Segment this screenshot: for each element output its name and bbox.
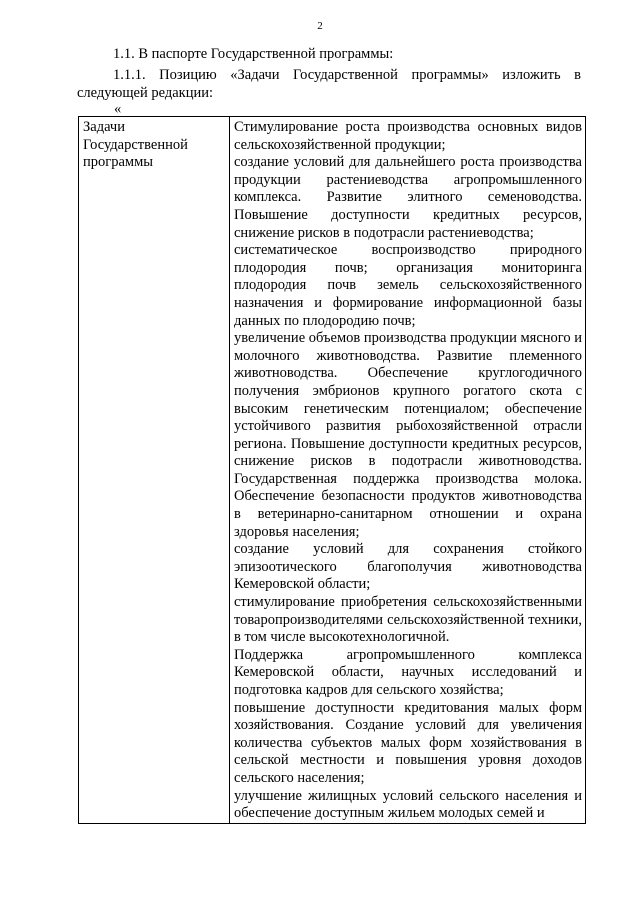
table-row [79,117,586,824]
intro-paragraph-1: 1.1. В паспорте Государственной программы: [113,46,394,62]
task-item: увеличение объемов производства продукции мясного и молочного животноводства. Развитие племенного животноводства. Обеспечение круглогодичного получения эмбрионов крупного рогатого скота с высоким генетическим потенциалом; обеспечение устойчивого развития рыбохозяйственной отрасли региона. Повышение доступности кредитных ресурсов, снижение рисков в подотрасли животноводства. Государственная поддержка производства молока. Обеспечение безопасности продуктов животноводства в ветеринарно-санитарном отношении и охрана здоровья населения; [234,330,582,540]
task-item: систематическое воспроизводство природного плодородия почв; организация мониторинга плодородия почв земель сельскохозяйственного назначения и формирование информационной базы данных по плодородию почв; [234,242,582,329]
table-content-cell [230,117,586,824]
task-item: создание условий для дальнейшего роста производства продукции растениеводства агропромышленного комплекса. Развитие элитного семеноводства. Повышение доступности кредитных ресурсов, снижение рисков в подотрасли растениеводства; [234,154,582,241]
tasks-table [78,116,586,824]
task-item: улучшение жилищных условий сельского населения и обеспечение доступным жильем молодых семей и [234,787,582,822]
opening-quote-mark: « [114,101,122,117]
intro-paragraph-2: 1.1.1. Позицию «Задачи Государственной программы» изложить в следующей редакции: [77,67,581,101]
task-item: Поддержка агропромышленного комплекса Кемеровской области, научных исследований и подготовка кадров для сельского хозяйства; [234,646,582,698]
task-item: создание условий для сохранения стойкого эпизоотического благополучия животноводства Кемеровской области; [234,541,582,593]
page-number: 2 [317,20,323,32]
task-item: Стимулирование роста производства основных видов сельскохозяйственной продукции; [234,119,582,153]
task-item: стимулирование приобретения сельскохозяйственными товаропроизводителями сельскохозяйственной техники, в том числе высокотехнологичной. [234,594,582,646]
table-label-cell: Задачи Государственной программы [79,117,230,824]
task-item: повышение доступности кредитования малых форм хозяйствования. Создание условий для увеличения количества субъектов малых форм хозяйствования в сельской местности и повышения уровня доходов сельского населения; [234,699,582,786]
